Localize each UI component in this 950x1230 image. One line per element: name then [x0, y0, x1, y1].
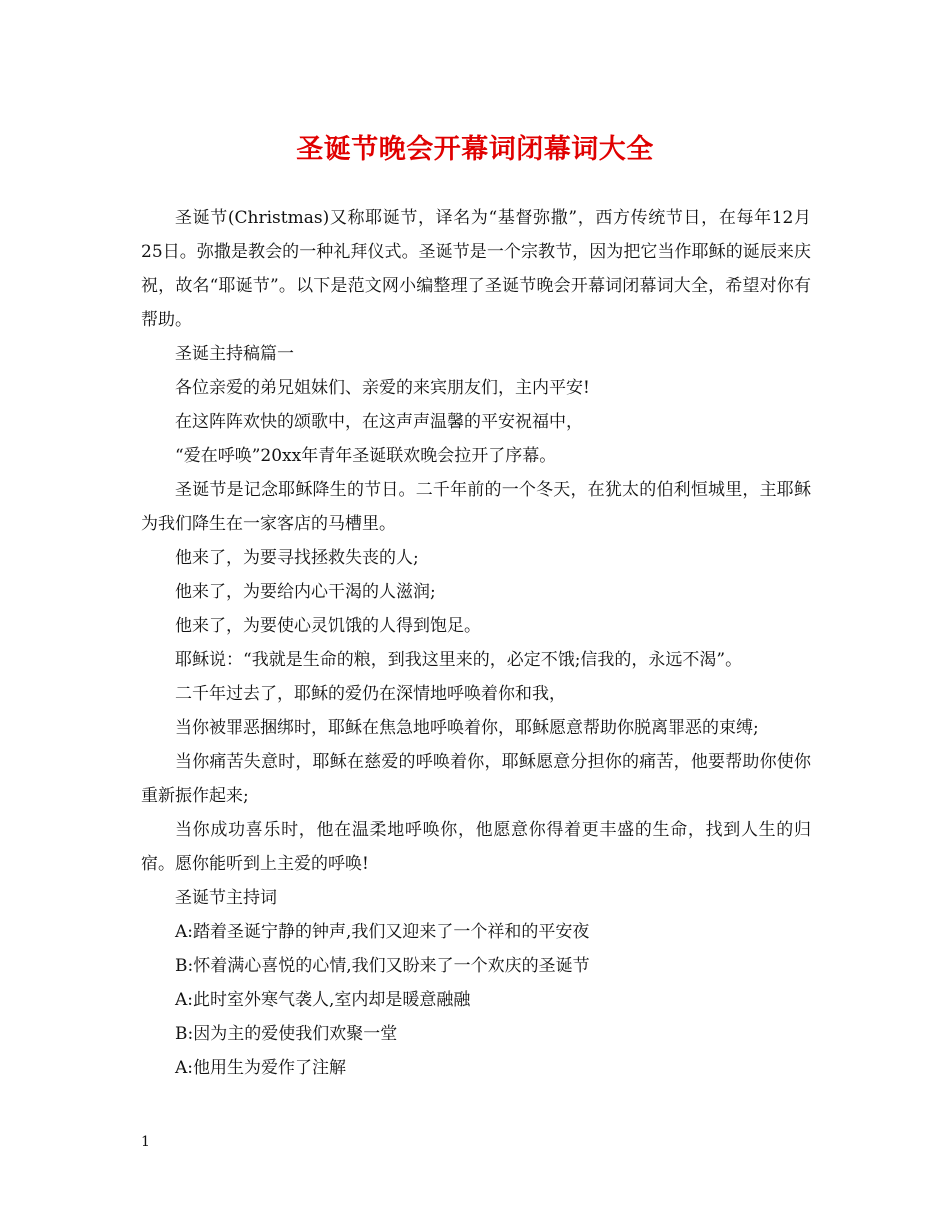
paragraph: 圣诞节是记念耶稣降生的节日。二千年前的一个冬天，在犹太的伯利恒城里，主耶稣为我们降生在一家客店的马槽里。 — [141, 480, 811, 534]
paragraph: 耶稣说：“我就是生命的粮，到我这里来的，必定不饿;信我的，永远不渴”。 — [175, 650, 743, 670]
dialogue-line: B:因为主的爱使我们欢聚一堂 — [175, 1024, 398, 1044]
dialogue-line: A:踏着圣诞宁静的钟声,我们又迎来了一个祥和的平安夜 — [175, 922, 590, 942]
paragraph: “爱在呼唤”20xx年青年圣诞联欢晚会拉开了序幕。 — [175, 446, 557, 466]
dialogue-line: A:他用生为爱作了注解 — [175, 1058, 347, 1078]
section-heading: 圣诞节主持词 — [175, 888, 277, 908]
section-heading: 圣诞主持稿篇一 — [175, 344, 294, 364]
paragraph: 二千年过去了，耶稣的爱仍在深情地呼唤着你和我， — [175, 684, 566, 704]
paragraph: 各位亲爱的弟兄姐妹们、亲爱的来宾朋友们，主内平安! — [175, 378, 590, 398]
document-body — [141, 201, 811, 1085]
paragraph: 他来了，为要使心灵饥饿的人得到饱足。 — [175, 616, 481, 636]
paragraph: 在这阵阵欢快的颂歌中，在这声声温馨的平安祝福中， — [175, 412, 583, 432]
paragraph: 当你成功喜乐时，他在温柔地呼唤你，他愿意你得着更丰盛的生命，找到人生的归宿。愿你能听到上主爱的呼唤! — [141, 820, 811, 874]
paragraph: 他来了，为要寻找拯救失丧的人; — [175, 548, 419, 568]
paragraph: 当你痛苦失意时，耶稣在慈爱的呼唤着你，耶稣愿意分担你的痛苦，他要帮助你使你重新振作起来; — [141, 752, 811, 806]
paragraph: 圣诞节(Christmas)又称耶诞节，译名为“基督弥撒”，西方传统节日，在每年12月25日。弥撒是教会的一种礼拜仪式。圣诞节是一个宗教节，因为把它当作耶稣的诞辰来庆祝，故名“耶诞节”。以下是范文网小编整理了圣诞节晚会开幕词闭幕词大全，希望对你有帮助。 — [141, 208, 811, 330]
paragraph: 他来了，为要给内心干渴的人滋润; — [175, 582, 436, 602]
dialogue-line: B:怀着满心喜悦的心情,我们又盼来了一个欢庆的圣诞节 — [175, 956, 590, 976]
paragraph: 当你被罪恶捆绑时，耶稣在焦急地呼唤着你，耶稣愿意帮助你脱离罪恶的束缚; — [175, 718, 759, 738]
document-title: 圣诞节晚会开幕词闭幕词大全 — [296, 134, 654, 165]
page-number: 1 — [141, 1134, 150, 1150]
dialogue-line: A:此时室外寒气袭人,室内却是暖意融融 — [175, 990, 471, 1010]
